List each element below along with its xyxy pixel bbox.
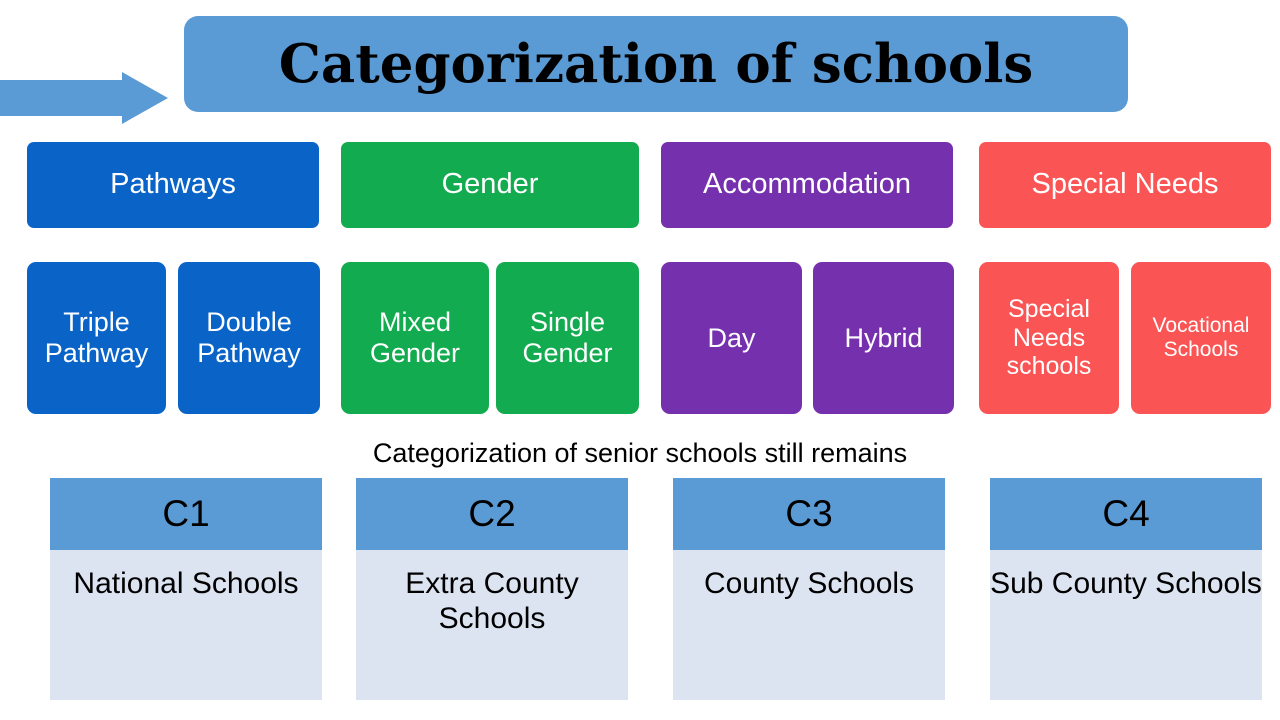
school-card-label: National Schools [73, 567, 299, 600]
subcategory-box[interactable] [979, 262, 1119, 414]
subcategory-label: Day [707, 322, 756, 353]
category-box[interactable] [661, 142, 953, 228]
category-box[interactable] [27, 142, 319, 228]
subcategory-box[interactable] [496, 262, 639, 414]
title-banner [184, 16, 1128, 112]
subcategory-label: Mixed Gender [369, 307, 461, 368]
subcategory-box[interactable] [341, 262, 489, 414]
subcategory-label: Single Gender [522, 307, 613, 368]
school-card[interactable] [990, 478, 1262, 700]
category-label: Pathways [110, 168, 236, 201]
subcategory-box[interactable] [1131, 262, 1271, 414]
category-box[interactable] [341, 142, 639, 228]
school-card[interactable] [50, 478, 322, 700]
school-card-code: C1 [50, 478, 322, 550]
subcategory-label: Special Needs schools [1006, 295, 1092, 381]
title-arrow-icon [0, 72, 168, 124]
subcategory-box[interactable] [813, 262, 954, 414]
school-card-code: C3 [673, 478, 945, 550]
category-label: Accommodation [703, 168, 911, 201]
category-label: Special Needs [1031, 168, 1219, 201]
subcategory-label: Vocational Schools [1152, 314, 1250, 361]
subcategory-box[interactable] [178, 262, 320, 414]
school-card-label: Extra County Schools [405, 567, 579, 636]
category-row [0, 142, 1280, 228]
school-card-code: C4 [990, 478, 1262, 550]
subcategory-row [0, 262, 1280, 414]
subcategory-label: Triple Pathway [44, 307, 149, 368]
school-card[interactable] [356, 478, 628, 700]
subcategory-label: Hybrid [844, 322, 923, 353]
category-label: Gender [441, 168, 539, 201]
caption-text: Categorization of senior schools still remains [372, 438, 908, 468]
school-card-code: C2 [356, 478, 628, 550]
subcategory-box[interactable] [661, 262, 802, 414]
page-title: Categorization of schools [278, 33, 1034, 95]
subcategory-label: Double Pathway [197, 307, 301, 368]
subcategory-box[interactable] [27, 262, 166, 414]
school-card-label: Sub County Schools [990, 567, 1262, 600]
school-card[interactable] [673, 478, 945, 700]
category-box[interactable] [979, 142, 1271, 228]
school-card-label: County Schools [703, 567, 915, 600]
